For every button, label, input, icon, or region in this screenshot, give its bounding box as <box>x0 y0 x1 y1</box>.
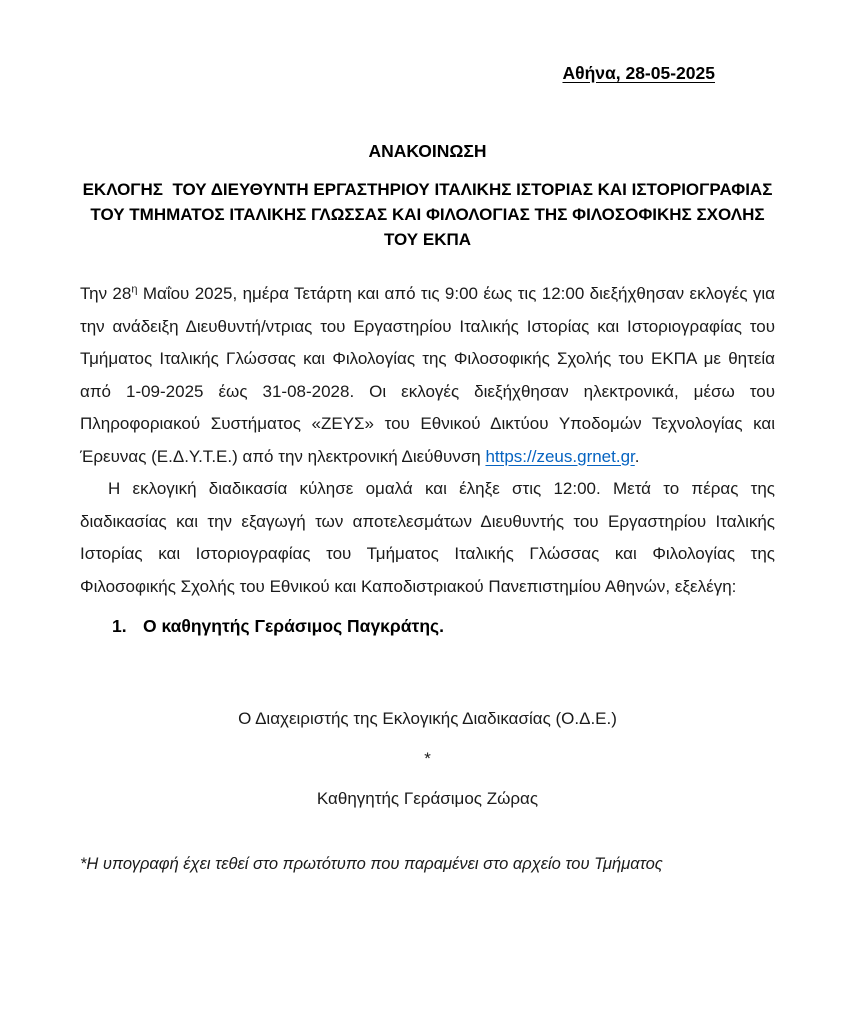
date-text: Αθήνα, 28-05-2025 <box>562 63 715 83</box>
signature-block <box>80 709 775 809</box>
paragraph1-text-end: . <box>634 446 640 466</box>
signature-footnote: *Η υπογραφή έχει τεθεί στο πρωτότυπο που παραμένει στο αρχείο του Τμήματος <box>80 855 663 873</box>
paragraph-election-details <box>80 278 775 473</box>
date-line <box>80 60 775 86</box>
asterisk-separator: * <box>424 749 431 768</box>
elected-person-name: Ο καθηγητής Γεράσιμος Παγκράτης. <box>143 616 444 636</box>
signatory-name: Καθηγητής Γεράσιμος Ζώρας <box>316 789 539 808</box>
announcement-subtitle: ΕΚΛΟΓΗΣ ΤΟΥ ΔΙΕΥΘΥΝΤΗ ΕΡΓΑΣΤΗΡΙΟΥ ΙΤΑΛΙΚΗΣ ΙΣΤΟΡΙΑΣ ΚΑΙ ΙΣΤΟΡΙΟΓΡΑΦΙΑΣ ΤΟΥ ΤΜΗΜΑΤΟΣ ΙΤΑΛΙΚΗΣ ΓΛΩΣΣΑΣ ΚΑΙ ΦΙΛΟΛΟΓΙΑΣ ΤΗΣ ΦΙΛΟΣΟΦΙΚΗΣ ΣΧΟΛΗΣ ΤΟΥ ΕΚΠΑ <box>82 180 778 249</box>
zeus-hyperlink[interactable]: https://zeus.grnet.gr <box>485 446 635 466</box>
paragraph-result: Η εκλογική διαδικασία κύλησε ομαλά και έληξε στις 12:00. Μετά το πέρας της διαδικασίας και την εξαγωγή των αποτελεσμάτων Διευθυντής του Εργαστηρίου Ιταλικής Ιστορίας και Ιστοριογραφίας του Τμήματος Ιταλικής Γλώσσας και Φιλολογίας της Φιλοσοφικής Σχολής του Εθνικού και Καποδιστριακού Πανεπιστημίου Αθηνών, εξελέγη: <box>80 479 775 596</box>
list-item-number: 1. <box>112 616 127 636</box>
announcement-title: ΑΝΑΚΟΙΝΩΣΗ <box>368 141 487 161</box>
elected-list-item <box>112 613 775 639</box>
paragraph1-text-start: Την 28 <box>80 284 132 303</box>
administrator-role-line: Ο Διαχειριστής της Εκλογικής Διαδικασίας (Ο.Δ.Ε.) <box>238 709 617 728</box>
paragraph1-text-main: Μαΐου 2025, ημέρα Τετάρτη και από τις 9:00 έως τις 12:00 διεξήχθησαν εκλογές για την ανάδειξη Διευθυντή/ντριας του Εργαστηρίου Ιταλικής Ιστορίας και Ιστοριογραφίας του Τμήματος Ιταλικής Γλώσσας και Φιλολογίας της Φιλοσοφικής Σχολής του ΕΚΠΑ με θητεία από 1-09-2025 έως 31-08-2028. Οι εκλογές διεξήχθησαν ηλεκτρονικά, μέσω του Πληροφοριακού Συστήματος «ΖΕΥΣ» του Εθνικού Δικτύου Υποδομών Τεχνολογίας και Έρευνας (Ε.Δ.Υ.Τ.Ε.) από την ηλεκτρονική Διεύθυνση <box>80 284 776 466</box>
superscript-eta: η <box>131 283 138 296</box>
